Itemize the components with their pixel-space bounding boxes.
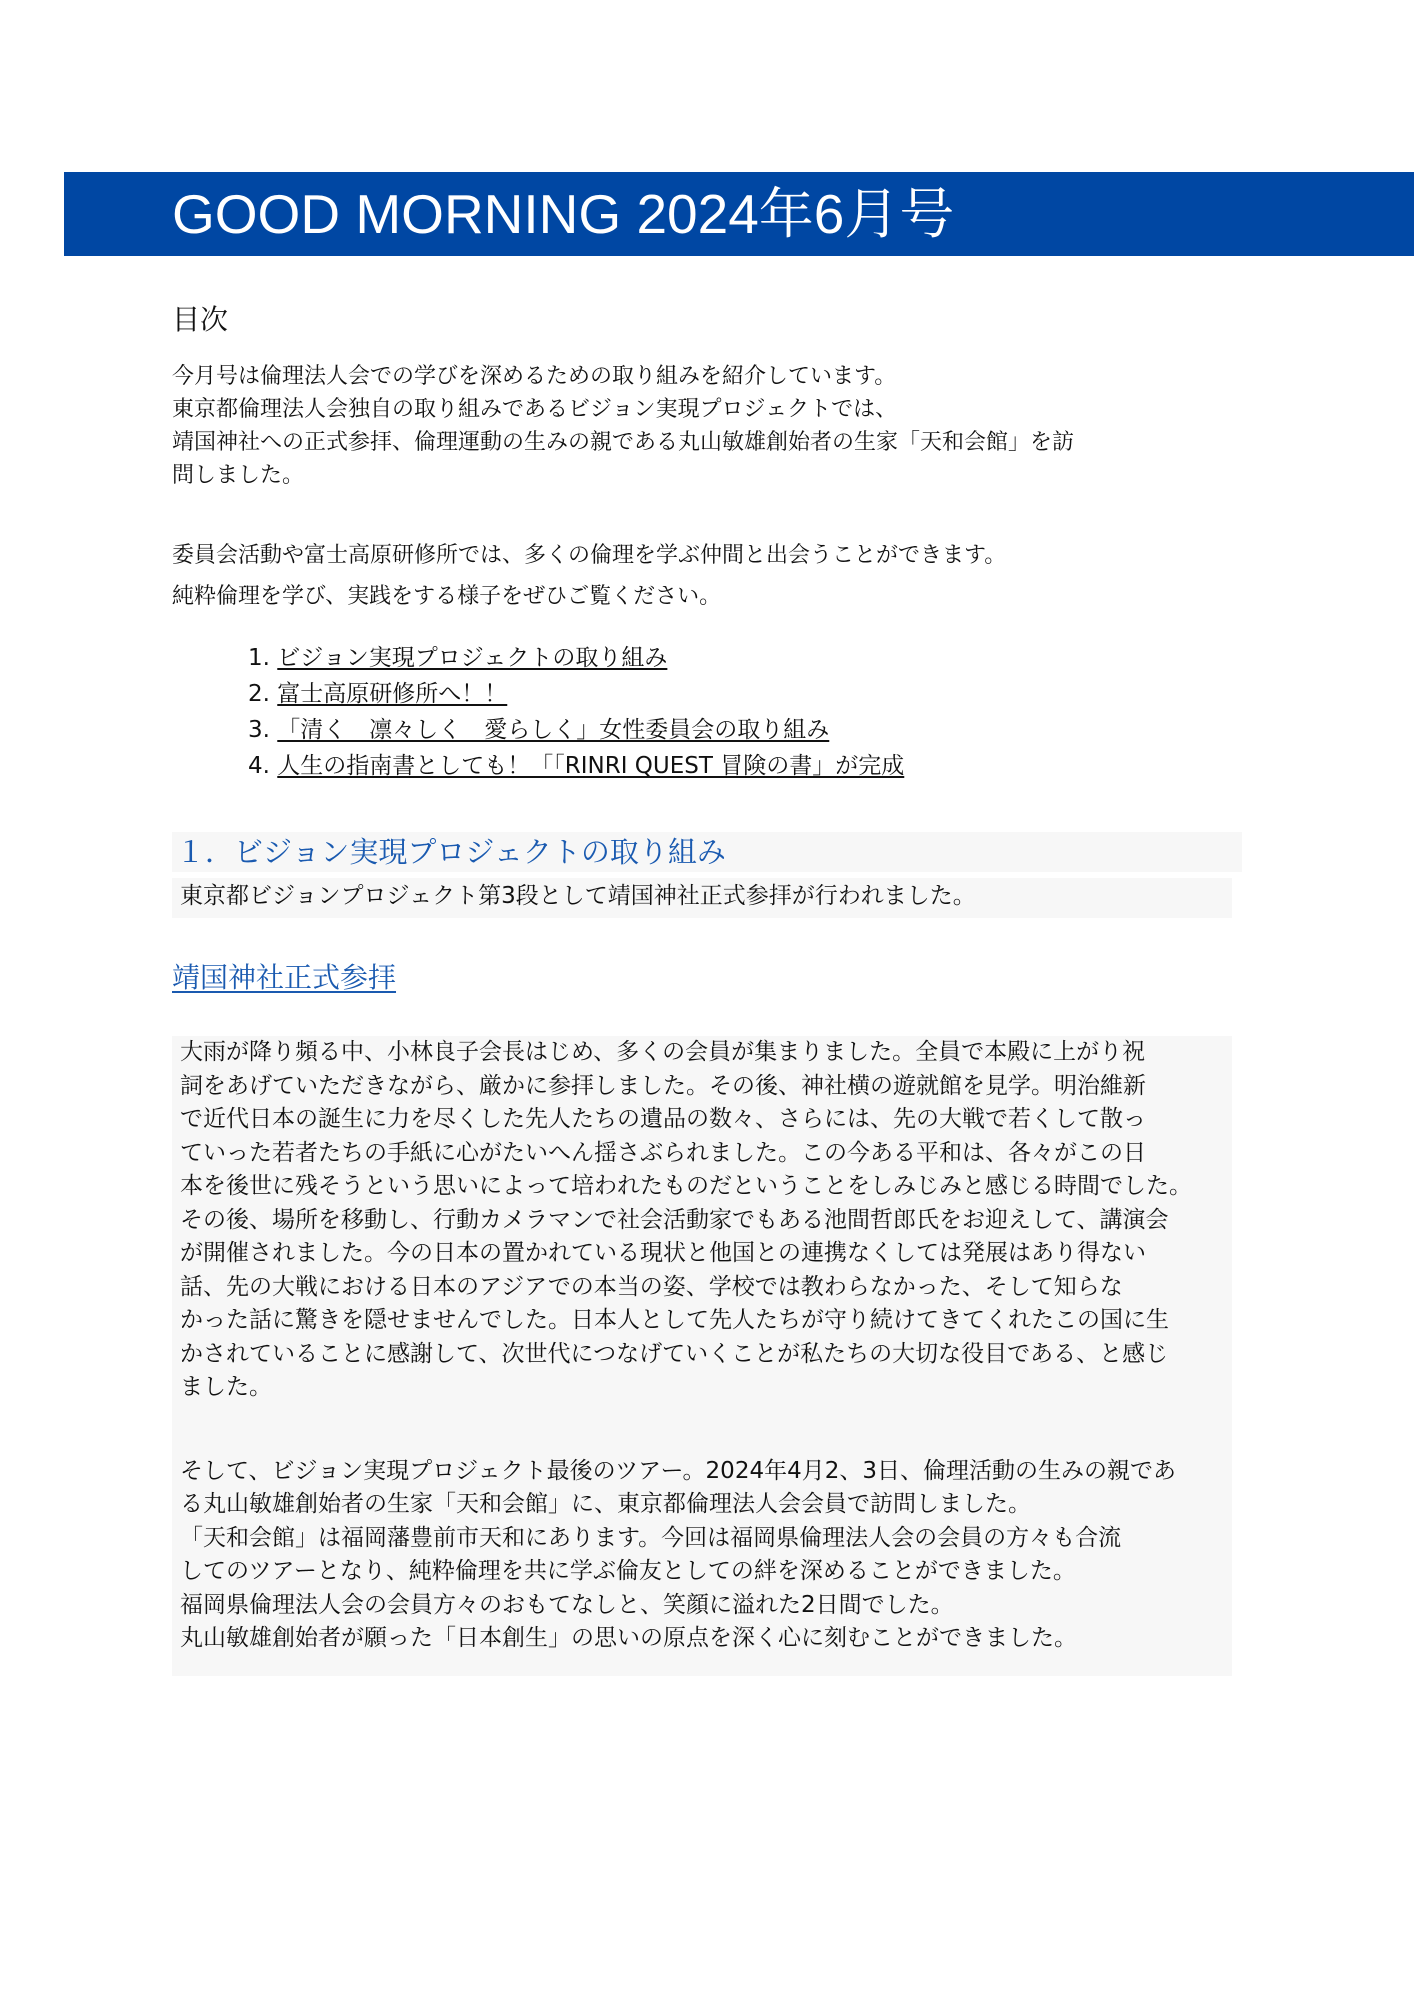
paragraph-gap [172,492,1322,534]
section-subtitle: 東京都ビジョンプロジェクト第3段として靖国神社正式参拝が行われました。 [180,883,976,909]
toc-item [248,712,904,748]
body-line: 話、先の大戦における日本のアジアでの本当の姿、学校では教わらなかった、そして知らな [180,1273,1123,1300]
toc-heading: 目次 [172,303,229,336]
toc-item [248,748,904,784]
toc-item-number: 3. [248,717,270,743]
body-line: その後、場所を移動し、行動カメラマンで社会活動家でもある池間哲郎氏をお迎えして、講演会 [180,1206,1169,1233]
body-line: してのツアーとなり、純粋倫理を共に学ぶ倫友としての絆を深めることができました。 [180,1558,1076,1584]
article-body-box [172,1036,1232,1676]
intro-line: 問しました。 [172,463,305,488]
paragraph-gap [180,1405,1192,1455]
body-line: ていった若者たちの手紙に心がたいへん揺さぶられました。この今ある平和は、各々がこの日 [180,1139,1146,1166]
toc-link-women-committee[interactable]: 「清く 凛々しく 愛らしく」女性委員会の取り組み [277,717,830,743]
section-title-box [172,832,1242,872]
body-line: かった話に驚きを隠せませんでした。日本人として先人たちが守り続けてきてくれたこの国に生 [180,1307,1169,1333]
body-line: で近代日本の誕生に力を尽くした先人たちの遺品の数々、さらには、先の大戦で若くして散っ [180,1106,1146,1132]
toc-link-vision-project[interactable]: ビジョン実現プロジェクトの取り組み [277,645,668,671]
intro-line: 今月号は倫理法人会での学びを深めるための取り組みを紹介しています。 [172,364,897,389]
toc-item-number: 1. [248,645,270,671]
intro-text [172,360,1322,616]
toc-link-rinri-quest[interactable]: 人生の指南書としても！「「RINRI QUEST 冒険の書」が完成 [277,753,905,779]
body-line: 詞をあげていただきながら、厳かに参拝しました。その後、神社横の遊就館を見学。明治維新 [180,1072,1146,1099]
intro-line: 東京都倫理法人会独自の取り組みであるビジョン実現プロジェクトでは、 [172,397,898,422]
section-subtitle-box [172,878,1232,918]
body-line: そして、ビジョン実現プロジェクト最後のツアー。2024年4月2、3日、倫理活動の生みの親であ [180,1457,1176,1484]
body-line: 丸山敏雄創始者が願った「日本創生」の思いの原点を深く心に刻むことができました。 [180,1625,1077,1651]
toc-item-number: 2. [248,681,270,707]
intro-line: 純粋倫理を学び、実践をする様子をぜひご覧ください。 [172,584,722,609]
section-heading: １．ビジョン実現プロジェクトの取り組み [176,835,726,869]
body-line: 「天和会館」は福岡藩豊前市天和にあります。今回は福岡県倫理法人会の会員の方々も合流 [180,1524,1122,1551]
body-line: かされていることに感謝して、次世代につなげていくことが私たちの大切な役目である、と感じ [180,1340,1169,1367]
body-line: る丸山敏雄創始者の生家「天和会館」に、東京都倫理法人会会員で訪問しました。 [180,1491,1031,1517]
toc-item [248,640,904,676]
body-line: 本を後世に残そうという思いによって培われたものだということをしみじみと感じる時間でした。 [180,1173,1192,1199]
body-line: 大雨が降り頻る中、小林良子会長はじめ、多くの会員が集まりました。全員で本殿に上がり祝 [180,1039,1146,1065]
article-body [180,1036,1192,1656]
intro-line: 委員会活動や富士高原研修所では、多くの倫理を学ぶ仲間と出会うことができます。 [172,543,1007,568]
page-title: GOOD MORNING 2024年6月号 [172,183,955,245]
toc-item-number: 4. [248,753,270,779]
intro-line: 靖国神社への正式参拝、倫理運動の生みの親である丸山敏雄創始者の生家「天和会館」を訪 [172,430,1075,455]
header-banner [64,172,1414,256]
body-line: が開催されました。今の日本の置かれている現状と他国との連携なくしては発展はあり得ない [180,1240,1146,1266]
body-line: ました。 [180,1374,272,1400]
yasukuni-link[interactable]: 靖国神社正式参拝 [172,961,397,994]
toc-link-fuji-training[interactable]: 富士高原研修所へ！！ [277,681,508,707]
toc-item [248,676,904,712]
toc-list [248,640,904,784]
body-line: 福岡県倫理法人会の会員方々のおもてなしと、笑顔に溢れた2日間でした。 [180,1591,954,1618]
